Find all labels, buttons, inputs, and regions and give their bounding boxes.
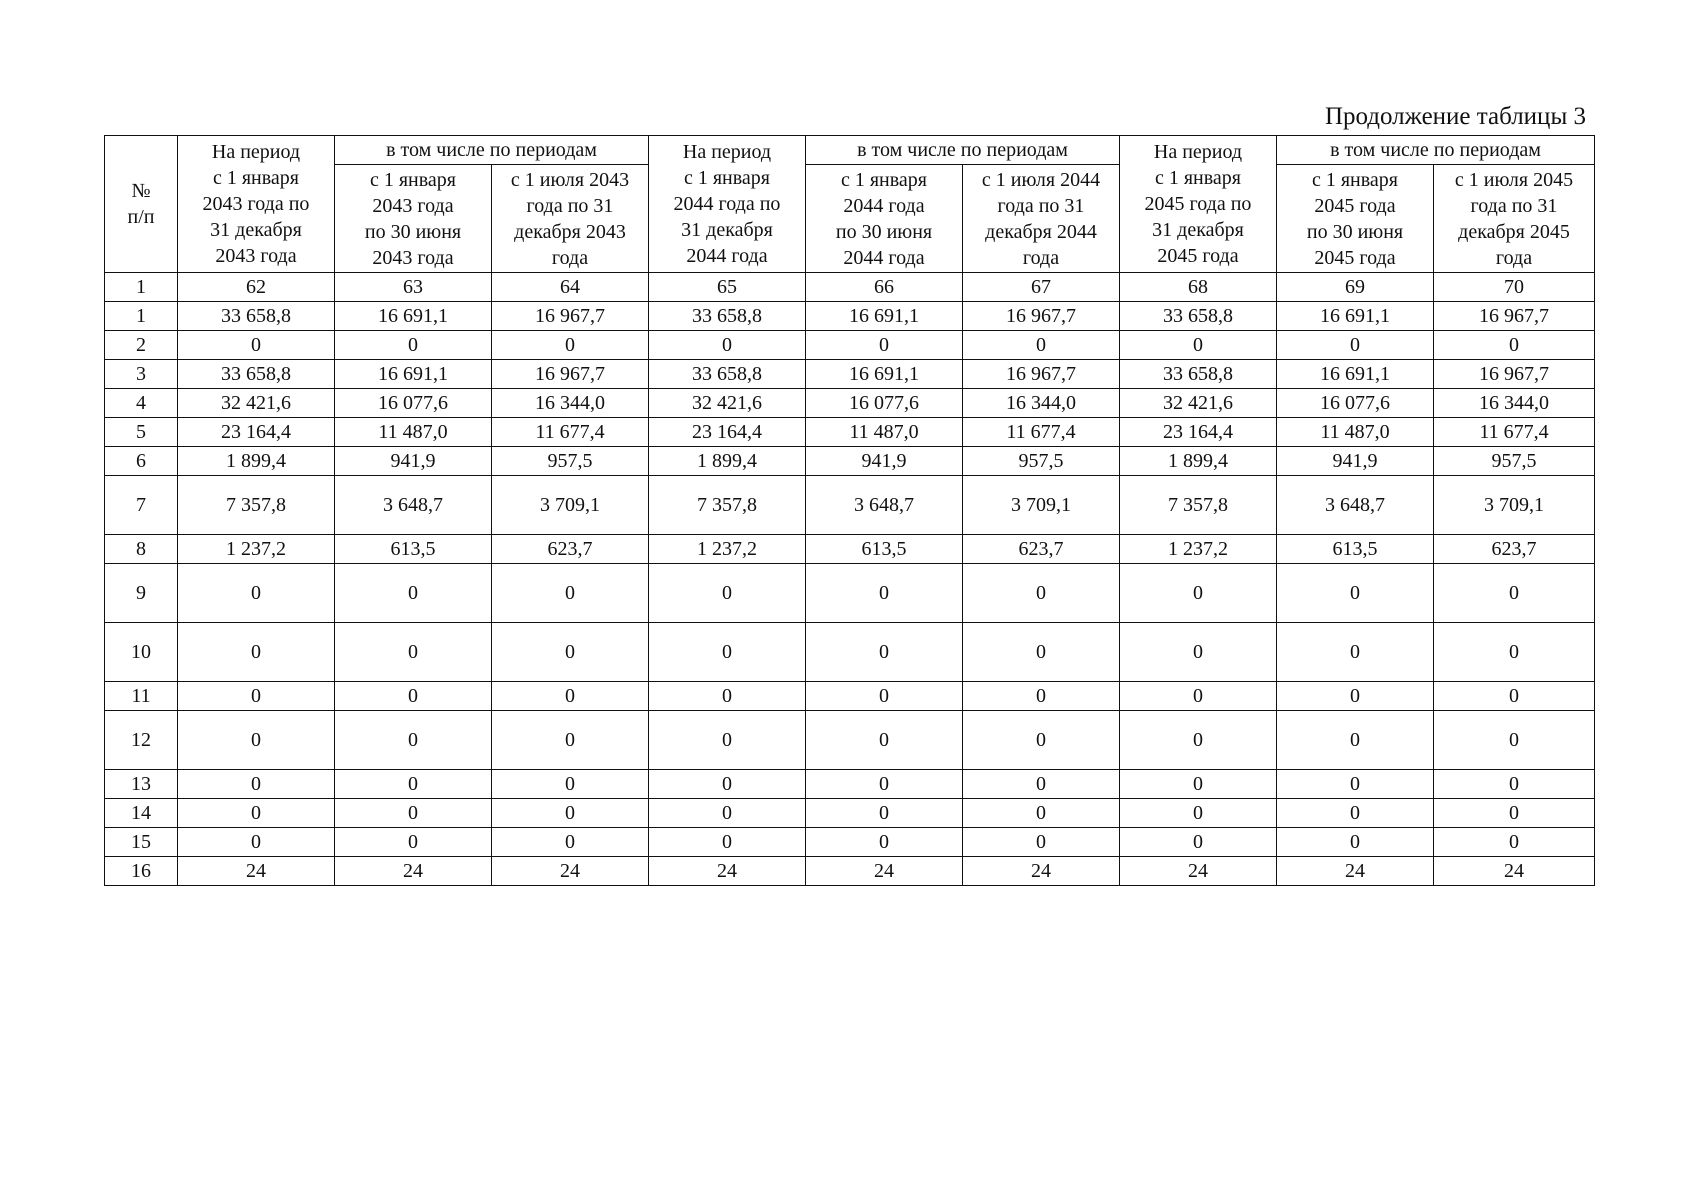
value-cell: 16 967,7 bbox=[1434, 360, 1595, 389]
value-cell: 0 bbox=[963, 331, 1120, 360]
value-cell: 0 bbox=[806, 682, 963, 711]
value-cell: 23 164,4 bbox=[649, 418, 806, 447]
value-cell: 941,9 bbox=[1277, 447, 1434, 476]
value-cell: 1 237,2 bbox=[649, 535, 806, 564]
value-cell: 0 bbox=[1277, 711, 1434, 770]
row-number-cell: 3 bbox=[105, 360, 178, 389]
value-cell: 24 bbox=[492, 857, 649, 886]
value-cell: 0 bbox=[335, 770, 492, 799]
value-cell: 957,5 bbox=[492, 447, 649, 476]
value-cell: 0 bbox=[649, 623, 806, 682]
value-cell: 0 bbox=[335, 828, 492, 857]
value-cell: 0 bbox=[335, 682, 492, 711]
subperiods-2044-header: в том числе по периодам bbox=[806, 136, 1120, 165]
value-cell: 32 421,6 bbox=[1120, 389, 1277, 418]
value-cell: 16 691,1 bbox=[335, 302, 492, 331]
value-cell: 0 bbox=[963, 682, 1120, 711]
value-cell: 16 967,7 bbox=[492, 360, 649, 389]
value-cell: 0 bbox=[492, 711, 649, 770]
table-row bbox=[105, 770, 1595, 799]
value-cell: 1 237,2 bbox=[1120, 535, 1277, 564]
value-cell: 0 bbox=[1120, 799, 1277, 828]
value-cell: 11 487,0 bbox=[335, 418, 492, 447]
value-cell: 623,7 bbox=[492, 535, 649, 564]
value-cell: 11 677,4 bbox=[1434, 418, 1595, 447]
value-cell: 0 bbox=[649, 828, 806, 857]
value-cell: 24 bbox=[1277, 857, 1434, 886]
value-cell: 0 bbox=[335, 711, 492, 770]
row-number-cell: 1 bbox=[105, 273, 178, 302]
value-cell: 1 899,4 bbox=[649, 447, 806, 476]
row-number-cell: 6 bbox=[105, 447, 178, 476]
table-row bbox=[105, 535, 1595, 564]
value-cell: 16 967,7 bbox=[1434, 302, 1595, 331]
value-cell: 64 bbox=[492, 273, 649, 302]
value-cell: 1 237,2 bbox=[178, 535, 335, 564]
value-cell: 0 bbox=[1120, 623, 1277, 682]
value-cell: 24 bbox=[335, 857, 492, 886]
subperiods-2043-header: в том числе по периодам bbox=[335, 136, 649, 165]
value-cell: 0 bbox=[649, 770, 806, 799]
table-row bbox=[105, 360, 1595, 389]
row-number-cell: 9 bbox=[105, 564, 178, 623]
row-number-cell: 5 bbox=[105, 418, 178, 447]
value-cell: 0 bbox=[649, 711, 806, 770]
value-cell: 63 bbox=[335, 273, 492, 302]
value-cell: 0 bbox=[1277, 682, 1434, 711]
value-cell: 613,5 bbox=[335, 535, 492, 564]
row-number-cell: 13 bbox=[105, 770, 178, 799]
header-row-top bbox=[105, 136, 1595, 165]
value-cell: 0 bbox=[178, 770, 335, 799]
table-row bbox=[105, 447, 1595, 476]
value-cell: 16 691,1 bbox=[1277, 360, 1434, 389]
value-cell: 0 bbox=[806, 799, 963, 828]
value-cell: 0 bbox=[178, 828, 335, 857]
value-cell: 0 bbox=[1120, 682, 1277, 711]
value-cell: 957,5 bbox=[963, 447, 1120, 476]
value-cell: 0 bbox=[649, 682, 806, 711]
value-cell: 16 077,6 bbox=[806, 389, 963, 418]
value-cell: 3 709,1 bbox=[963, 476, 1120, 535]
value-cell: 0 bbox=[806, 331, 963, 360]
value-cell: 7 357,8 bbox=[1120, 476, 1277, 535]
value-cell: 0 bbox=[649, 564, 806, 623]
table-row bbox=[105, 476, 1595, 535]
value-cell: 0 bbox=[178, 564, 335, 623]
col-num-header: № п/п bbox=[105, 136, 178, 273]
value-cell: 16 344,0 bbox=[1434, 389, 1595, 418]
value-cell: 0 bbox=[1434, 711, 1595, 770]
value-cell: 68 bbox=[1120, 273, 1277, 302]
col-2045-h1-header: с 1 января 2045 года по 30 июня 2045 года bbox=[1277, 165, 1434, 273]
value-cell: 7 357,8 bbox=[178, 476, 335, 535]
value-cell: 0 bbox=[178, 331, 335, 360]
table-row bbox=[105, 711, 1595, 770]
value-cell: 16 691,1 bbox=[806, 360, 963, 389]
value-cell: 24 bbox=[1434, 857, 1595, 886]
value-cell: 0 bbox=[492, 682, 649, 711]
table-row bbox=[105, 564, 1595, 623]
value-cell: 0 bbox=[492, 799, 649, 828]
table-row bbox=[105, 799, 1595, 828]
value-cell: 0 bbox=[963, 711, 1120, 770]
value-cell: 24 bbox=[1120, 857, 1277, 886]
row-number-cell: 14 bbox=[105, 799, 178, 828]
table-caption: Продолжение таблицы 3 bbox=[1324, 103, 1586, 130]
value-cell: 1 899,4 bbox=[1120, 447, 1277, 476]
value-cell: 0 bbox=[1277, 799, 1434, 828]
value-cell: 0 bbox=[1434, 331, 1595, 360]
value-cell: 24 bbox=[178, 857, 335, 886]
table-row bbox=[105, 389, 1595, 418]
row-number-cell: 7 bbox=[105, 476, 178, 535]
value-cell: 0 bbox=[963, 828, 1120, 857]
value-cell: 0 bbox=[492, 564, 649, 623]
value-cell: 11 677,4 bbox=[492, 418, 649, 447]
value-cell: 1 899,4 bbox=[178, 447, 335, 476]
value-cell: 33 658,8 bbox=[649, 360, 806, 389]
table-row bbox=[105, 302, 1595, 331]
row-number-cell: 2 bbox=[105, 331, 178, 360]
value-cell: 941,9 bbox=[335, 447, 492, 476]
value-cell: 0 bbox=[1277, 770, 1434, 799]
value-cell: 0 bbox=[178, 711, 335, 770]
value-cell: 33 658,8 bbox=[178, 302, 335, 331]
value-cell: 0 bbox=[1120, 770, 1277, 799]
value-cell: 3 648,7 bbox=[335, 476, 492, 535]
value-cell: 23 164,4 bbox=[1120, 418, 1277, 447]
value-cell: 33 658,8 bbox=[178, 360, 335, 389]
table-row bbox=[105, 857, 1595, 886]
value-cell: 0 bbox=[806, 623, 963, 682]
table-body bbox=[105, 273, 1595, 886]
col-2043-h2-header: с 1 июля 2043 года по 31 декабря 2043 года bbox=[492, 165, 649, 273]
value-cell: 62 bbox=[178, 273, 335, 302]
row-number-cell: 4 bbox=[105, 389, 178, 418]
value-cell: 16 691,1 bbox=[806, 302, 963, 331]
subperiods-2045-header: в том числе по периодам bbox=[1277, 136, 1595, 165]
value-cell: 24 bbox=[963, 857, 1120, 886]
value-cell: 0 bbox=[806, 711, 963, 770]
table-row bbox=[105, 828, 1595, 857]
value-cell: 0 bbox=[963, 799, 1120, 828]
value-cell: 24 bbox=[649, 857, 806, 886]
value-cell: 0 bbox=[1120, 564, 1277, 623]
value-cell: 613,5 bbox=[1277, 535, 1434, 564]
value-cell: 66 bbox=[806, 273, 963, 302]
value-cell: 0 bbox=[492, 828, 649, 857]
value-cell: 0 bbox=[1120, 711, 1277, 770]
value-cell: 32 421,6 bbox=[178, 389, 335, 418]
value-cell: 623,7 bbox=[1434, 535, 1595, 564]
value-cell: 33 658,8 bbox=[1120, 302, 1277, 331]
value-cell: 70 bbox=[1434, 273, 1595, 302]
value-cell: 3 648,7 bbox=[806, 476, 963, 535]
value-cell: 11 677,4 bbox=[963, 418, 1120, 447]
value-cell: 0 bbox=[1120, 828, 1277, 857]
value-cell: 16 967,7 bbox=[963, 360, 1120, 389]
value-cell: 16 077,6 bbox=[335, 389, 492, 418]
value-cell: 0 bbox=[649, 799, 806, 828]
row-number-cell: 1 bbox=[105, 302, 178, 331]
col-2044-h2-header: с 1 июля 2044 года по 31 декабря 2044 года bbox=[963, 165, 1120, 273]
col-period-2044-header: На период с 1 января 2044 года по 31 декабря 2044 года bbox=[649, 136, 806, 273]
table-row bbox=[105, 331, 1595, 360]
value-cell: 0 bbox=[1277, 828, 1434, 857]
value-cell: 16 077,6 bbox=[1277, 389, 1434, 418]
value-cell: 16 344,0 bbox=[492, 389, 649, 418]
value-cell: 0 bbox=[1434, 564, 1595, 623]
value-cell: 0 bbox=[963, 770, 1120, 799]
value-cell: 0 bbox=[335, 564, 492, 623]
value-cell: 65 bbox=[649, 273, 806, 302]
col-2044-h1-header: с 1 января 2044 года по 30 июня 2044 года bbox=[806, 165, 963, 273]
table-row bbox=[105, 623, 1595, 682]
value-cell: 11 487,0 bbox=[806, 418, 963, 447]
value-cell: 16 691,1 bbox=[1277, 302, 1434, 331]
value-cell: 0 bbox=[1434, 770, 1595, 799]
value-cell: 0 bbox=[1120, 331, 1277, 360]
data-table bbox=[104, 135, 1595, 886]
value-cell: 16 967,7 bbox=[963, 302, 1120, 331]
table-header bbox=[105, 136, 1595, 273]
value-cell: 33 658,8 bbox=[649, 302, 806, 331]
table-row bbox=[105, 418, 1595, 447]
value-cell: 0 bbox=[178, 682, 335, 711]
row-number-cell: 12 bbox=[105, 711, 178, 770]
value-cell: 0 bbox=[963, 623, 1120, 682]
value-cell: 0 bbox=[178, 623, 335, 682]
col-2045-h2-header: с 1 июля 2045 года по 31 декабря 2045 года bbox=[1434, 165, 1595, 273]
value-cell: 0 bbox=[1277, 331, 1434, 360]
value-cell: 0 bbox=[492, 331, 649, 360]
value-cell: 0 bbox=[335, 623, 492, 682]
value-cell: 941,9 bbox=[806, 447, 963, 476]
value-cell: 0 bbox=[492, 623, 649, 682]
value-cell: 0 bbox=[492, 770, 649, 799]
value-cell: 0 bbox=[1434, 623, 1595, 682]
value-cell: 23 164,4 bbox=[178, 418, 335, 447]
value-cell: 0 bbox=[806, 564, 963, 623]
value-cell: 613,5 bbox=[806, 535, 963, 564]
value-cell: 0 bbox=[1434, 828, 1595, 857]
value-cell: 32 421,6 bbox=[649, 389, 806, 418]
value-cell: 0 bbox=[178, 799, 335, 828]
col-2043-h1-header: с 1 января 2043 года по 30 июня 2043 года bbox=[335, 165, 492, 273]
col-period-2043-header: На период с 1 января 2043 года по 31 декабря 2043 года bbox=[178, 136, 335, 273]
value-cell: 33 658,8 bbox=[1120, 360, 1277, 389]
value-cell: 0 bbox=[806, 828, 963, 857]
value-cell: 3 709,1 bbox=[492, 476, 649, 535]
value-cell: 0 bbox=[1434, 682, 1595, 711]
value-cell: 0 bbox=[806, 770, 963, 799]
value-cell: 3 648,7 bbox=[1277, 476, 1434, 535]
value-cell: 0 bbox=[1277, 564, 1434, 623]
value-cell: 0 bbox=[335, 799, 492, 828]
col-period-2045-header: На период с 1 января 2045 года по 31 декабря 2045 года bbox=[1120, 136, 1277, 273]
value-cell: 0 bbox=[649, 331, 806, 360]
table-row bbox=[105, 682, 1595, 711]
value-cell: 7 357,8 bbox=[649, 476, 806, 535]
row-number-cell: 16 bbox=[105, 857, 178, 886]
value-cell: 16 344,0 bbox=[963, 389, 1120, 418]
value-cell: 16 691,1 bbox=[335, 360, 492, 389]
value-cell: 24 bbox=[806, 857, 963, 886]
value-cell: 3 709,1 bbox=[1434, 476, 1595, 535]
table-row bbox=[105, 273, 1595, 302]
value-cell: 0 bbox=[1434, 799, 1595, 828]
value-cell: 0 bbox=[963, 564, 1120, 623]
row-number-cell: 10 bbox=[105, 623, 178, 682]
value-cell: 957,5 bbox=[1434, 447, 1595, 476]
value-cell: 623,7 bbox=[963, 535, 1120, 564]
value-cell: 67 bbox=[963, 273, 1120, 302]
row-number-cell: 15 bbox=[105, 828, 178, 857]
value-cell: 0 bbox=[335, 331, 492, 360]
value-cell: 0 bbox=[1277, 623, 1434, 682]
value-cell: 16 967,7 bbox=[492, 302, 649, 331]
value-cell: 69 bbox=[1277, 273, 1434, 302]
row-number-cell: 11 bbox=[105, 682, 178, 711]
value-cell: 11 487,0 bbox=[1277, 418, 1434, 447]
row-number-cell: 8 bbox=[105, 535, 178, 564]
